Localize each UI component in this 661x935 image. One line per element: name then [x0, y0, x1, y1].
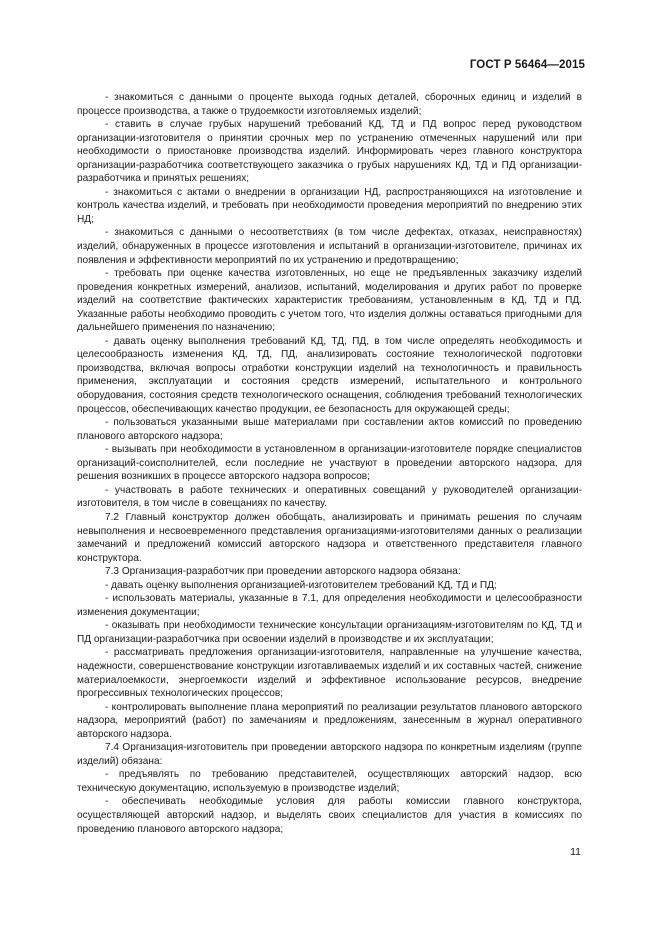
paragraph: - знакомиться с данными о проценте выхода годных деталей, сборочных единиц и изделий в процессе производства, а также о трудоемкости изготовляемых изделий;: [77, 92, 582, 117]
paragraph: - контролировать выполнение плана мероприятий по реализации результатов планового авторского надзора, мероприятий (работ) по замечаниям и предложениям, занесенным в журнал оперативного авторского надзора.: [77, 701, 582, 740]
paragraph: 7.3 Организация-разработчик при проведении авторского надзора обязана:: [105, 566, 461, 578]
paragraph: - рассматривать предложения организации-изготовителя, направленные на улучшение качества, надежности, совершенствование конструкции изготавливаемых изделий и их составных частей, снижение материалоемкости, энергоемкости изделий и эффективное использование ресурсов, внедрение прогрессивных технологических процессов;: [77, 647, 582, 700]
paragraph: - оказывать при необходимости технические консультации организациям-изготовителям по КД, ТД и ПД организации-разработчика при освоении изделий в производстве и их эксплуатации;: [77, 620, 582, 645]
document-body: [77, 91, 582, 836]
paragraph: - давать оценку выполнения организацией-изготовителем требований КД, ТД и ПД;: [105, 579, 497, 591]
paragraph: - предъявлять по требованию представителей, осуществляющих авторский надзор, всю техническую документацию, используемую в производстве изделий;: [77, 769, 582, 794]
paragraph: - знакомиться с данными о несоответствиях (в том числе дефектах, отказах, неисправностях) изделий, обнаруженных в процессе изготовления и испытаний в организации-изготовителе, причинах их появления и эффективности мероприятий по их устранению и предотвращению;: [77, 227, 582, 266]
paragraph: - вызывать при необходимости в установленном в организации-изготовителе порядке специалистов организаций-соисполнителей, если последние не участвуют в проведении авторского надзора, для решения возникших в процессе авторского надзора вопросов;: [77, 444, 582, 483]
paragraph: - использовать материалы, указанные в 7.1, для определения необходимости и целесообразности изменения документации;: [77, 593, 582, 618]
paragraph: - знакомиться с актами о внедрении в организации НД, распространяющихся на изготовление и контроль качества изделий, и требовать при необходимости проведения мероприятий по внедрению этих НД;: [77, 186, 582, 225]
paragraph: - ставить в случае грубых нарушений требований КД, ТД и ПД вопрос перед руководством организации-изготовителя о принятии срочных мер по устранению отмеченных нарушений или при необходимости о приостановке производства изделий. Информировать через главного конструктора организации-разработчика соответствующего заказчика о грубых нарушениях КД, ТД и ПД организации-разработчика и принятых решениях;: [77, 119, 582, 185]
paragraph: - участвовать в работе технических и оперативных совещаний у руководителей организации-изготовителя, в том числе в совещаниях по качеству.: [77, 484, 582, 510]
paragraph: - пользоваться указанными выше материалами при составлении актов комиссий по проведению планового авторского надзора;: [77, 417, 582, 442]
page-number: 11: [570, 846, 581, 858]
paragraph: - обеспечивать необходимые условия для работы комиссии главного конструктора, осуществляющей авторский надзор, и выделять своих специалистов для участия в комиссиях по проведению планового авторского надзора;: [77, 796, 582, 835]
paragraph: - давать оценку выполнения требований КД, ТД, ПД, в том числе определять необходимость и целесообразность изменения КД, ТД, ПД, анализировать состояние технологической подготовки производства, включая вопросы отработки конструкции изделий на технологичность и правильность применения, эксплуатации и состояния средств измерений, испытательного и контрольного оборудования, состояния средств технологического оснащения, соблюдения требований технологических процессов, обеспечивающих качество продукции, ее безопасность для окружающей среды;: [77, 335, 582, 415]
paragraph: 7.4 Организация-изготовитель при проведении авторского надзора по конкретным изделиям (группе изделий) обязана:: [77, 742, 582, 767]
paragraph: - требовать при оценке качества изготовленных, но еще не предъявленных заказчику изделий проведения конкретных измерений, анализов, испытаний, моделирования и других работ по проверке изделий на соответствие фактических характеристик требованиям, установленным в КД, ТД и ПД. Указанные работы необходимо проводить с учетом того, что изделия должны оставаться пригодными для дальнейшего применения по назначению;: [77, 268, 582, 334]
document-code-header: ГОСТ Р 56464—2015: [469, 59, 585, 71]
paragraph: 7.2 Главный конструктор должен обобщать, анализировать и принимать решения по случаям невыполнения и несвоевременного представления организациями-изготовителями данных о реализации замечаний и предложений комиссий авторского надзора и ответственного представителя главного конструктора.: [77, 511, 582, 564]
